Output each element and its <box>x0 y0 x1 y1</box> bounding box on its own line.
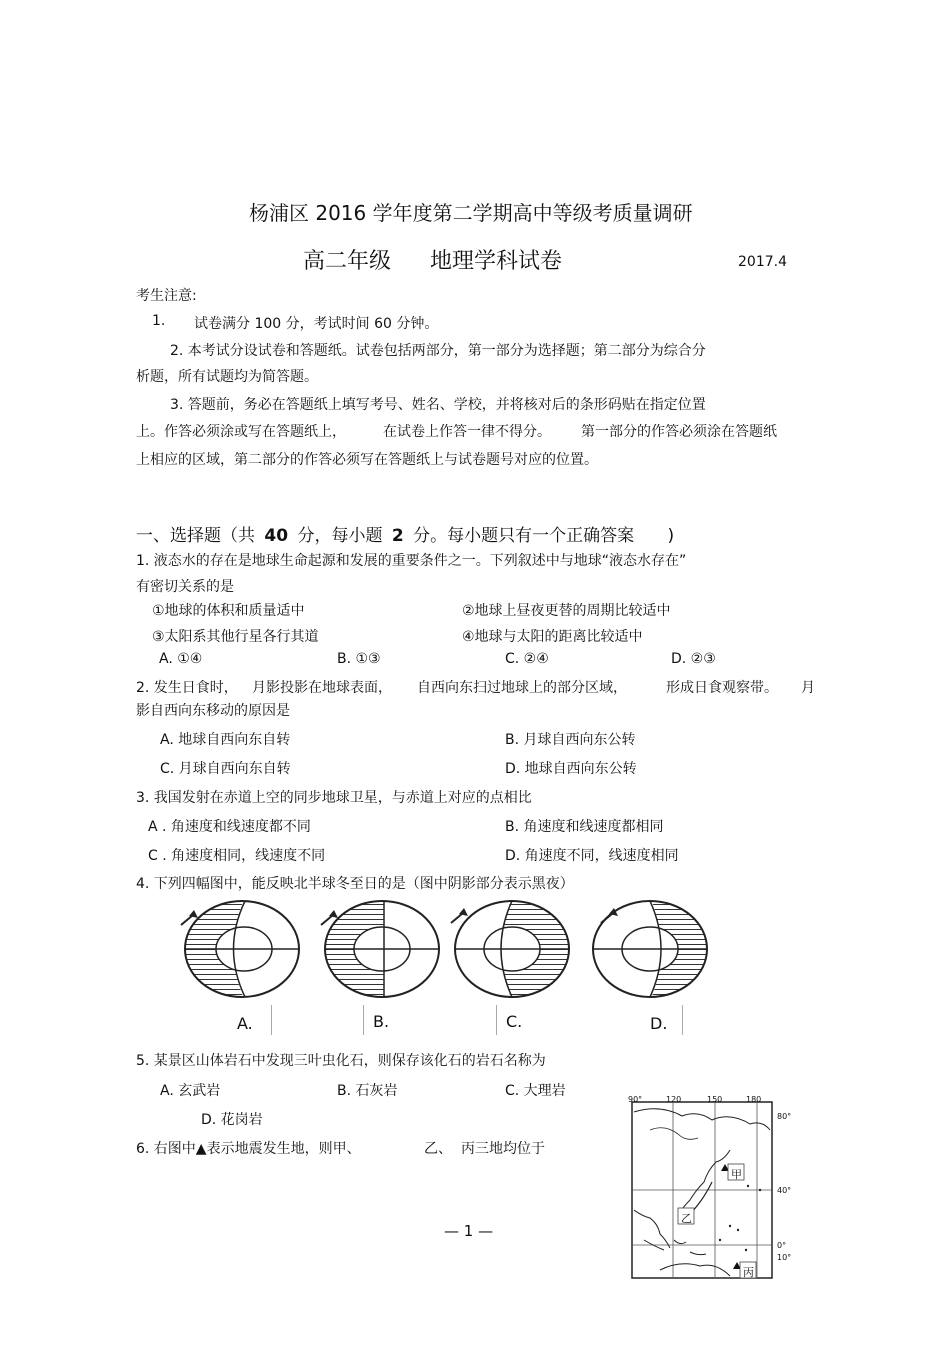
notice-item3-line1: 3. 答题前，务必在答题纸上填写考号、姓名、学校，并将核对后的条形码贴在指定位置 <box>170 397 706 413</box>
q1-statement2: ②地球上昼夜更替的周期比较适中 <box>462 603 671 619</box>
map-tick-10: 10° <box>777 1253 792 1262</box>
map-tick-150: 150 <box>707 1095 723 1104</box>
q1-statement4: ④地球与太阳的距离比较适中 <box>462 629 643 645</box>
section1-c: 分。每小题只有一个正确答案 <box>413 526 635 546</box>
page-number: — 1 — <box>444 1222 494 1240</box>
q4-diagrams <box>172 897 732 1017</box>
q4-stem: 4. 下列四幅图中，能反映北半球冬至日的是（图中阴影部分表示黑夜） <box>136 876 574 892</box>
exam-title: 杨浦区 2016 学年度第二学期高中等级考质量调研 <box>249 201 693 225</box>
q1-stem-line2: 有密切关系的是 <box>136 579 234 595</box>
notice-item3-line2c: 第一部分的作答必须涂在答题纸 <box>581 424 777 440</box>
map-tick-90: 90° <box>628 1095 643 1104</box>
map-label-jia: 甲 <box>731 1168 742 1181</box>
map-label-yi: 乙 <box>681 1212 692 1225</box>
diagram-d <box>593 897 712 1001</box>
q1-stem-line1: 1. 液态水的存在是地球生命起源和发展的重要条件之一。下列叙述中与地球“液态水存在” <box>136 553 687 569</box>
label-separator <box>363 1005 364 1035</box>
exam-date: 2017.4 <box>738 254 787 270</box>
diagram-a-label: A. <box>237 1014 253 1033</box>
q3-option-c: C . 角速度相同，线速度不同 <box>148 848 326 864</box>
label-separator <box>271 1005 272 1035</box>
notice-item3-line2b: 在试卷上作答一律不得分。 <box>383 424 551 440</box>
q3-option-a: A . 角速度和线速度都不同 <box>148 819 311 835</box>
q5-stem: 5. 某景区山体岩石中发现三叶虫化石，则保存该化石的岩石名称为 <box>136 1053 546 1069</box>
map-tick-180: 180 <box>746 1095 762 1104</box>
grade-title: 高二年级 <box>303 249 392 274</box>
diagram-a <box>172 897 299 1001</box>
q2-stem-a: 2. 发生日食时， <box>136 680 238 696</box>
subject-title: 地理学科试卷 <box>430 249 563 274</box>
map-tick-40: 40° <box>777 1186 792 1195</box>
notice-item3-line3: 上相应的区域，第二部分的作答必须写在答题纸上与试卷题号对应的位置。 <box>136 452 598 468</box>
q2-stem-b: 月影投影在地球表面， <box>252 680 392 696</box>
q6-stem-b: 乙、 <box>424 1141 452 1157</box>
q3-option-d: D. 角速度不同，线速度相同 <box>505 848 679 864</box>
q2-stem-d: 形成日食观察带。 <box>666 680 778 696</box>
notice-item3-line2a: 上。作答必须涂或写在答题纸上， <box>136 424 346 440</box>
q2-option-a: A. 地球自西向东自转 <box>160 732 291 748</box>
q2-option-d: D. 地球自西向东公转 <box>505 761 637 777</box>
section1-a: 一、选择题（共 <box>136 526 255 546</box>
q2-option-c: C. 月球自西向东自转 <box>160 761 291 777</box>
map-label-bing: 丙 <box>743 1266 754 1279</box>
q2-stem-c: 自西向东扫过地球上的部分区域， <box>417 680 627 696</box>
diagram-c-label: C. <box>506 1012 523 1031</box>
earthquake-map <box>620 1090 800 1285</box>
q1-statement1: ①地球的体积和质量适中 <box>152 603 305 619</box>
section1-heading <box>136 521 674 546</box>
q3-option-b: B. 角速度和线速度都相同 <box>505 819 664 835</box>
notice-heading: 考生注意: <box>136 288 197 304</box>
q5-option-c: C. 大理岩 <box>505 1083 566 1099</box>
section1-b: 分，每小题 <box>297 526 383 546</box>
q2-option-b: B. 月球自西向东公转 <box>505 732 636 748</box>
map-tick-0: 0° <box>777 1241 787 1250</box>
notice-item1-num: 1. <box>152 313 166 329</box>
map-tick-80: 80° <box>777 1112 792 1121</box>
q2-stem-line2: 影自西向东移动的原因是 <box>136 703 290 719</box>
q6-stem-a: 6. 右图中▲表示地震发生地，则甲、 <box>136 1141 361 1157</box>
diagram-b <box>312 897 439 1001</box>
q5-option-b: B. 石灰岩 <box>337 1083 398 1099</box>
section1-points: 40 <box>264 526 289 546</box>
diagram-d-label: D. <box>650 1014 668 1033</box>
q1-option-d: D. ②③ <box>671 651 716 667</box>
notice-item2-line2: 析题，所有试题均为简答题。 <box>136 369 318 385</box>
label-separator <box>682 1005 683 1035</box>
notice-item1: 试卷满分 100 分，考试时间 60 分钟。 <box>194 316 439 332</box>
q1-statement3: ③太阳系其他行星各行其道 <box>152 629 319 645</box>
q6-stem-c: 丙三地均位于 <box>461 1141 545 1157</box>
q5-option-a: A. 玄武岩 <box>160 1083 221 1099</box>
notice-item2-line1: 2. 本考试分设试卷和答题纸。试卷包括两部分，第一部分为选择题；第二部分为综合分 <box>170 343 706 359</box>
diagram-c <box>451 897 572 1001</box>
q2-stem-e: 月 <box>801 680 815 696</box>
q3-stem: 3. 我国发射在赤道上空的同步地球卫星，与赤道上对应的点相比 <box>136 790 532 806</box>
q1-option-b: B. ①③ <box>337 651 381 667</box>
q1-option-c: C. ②④ <box>505 651 549 667</box>
q5-option-d: D. 花岗岩 <box>201 1112 263 1128</box>
label-separator <box>496 1005 497 1035</box>
section1-d: ) <box>667 526 675 546</box>
map-tick-120: 120 <box>666 1095 682 1104</box>
diagram-b-label: B. <box>373 1012 390 1031</box>
section1-each: 2 <box>391 526 404 546</box>
q1-option-a: A. ①④ <box>159 651 203 667</box>
